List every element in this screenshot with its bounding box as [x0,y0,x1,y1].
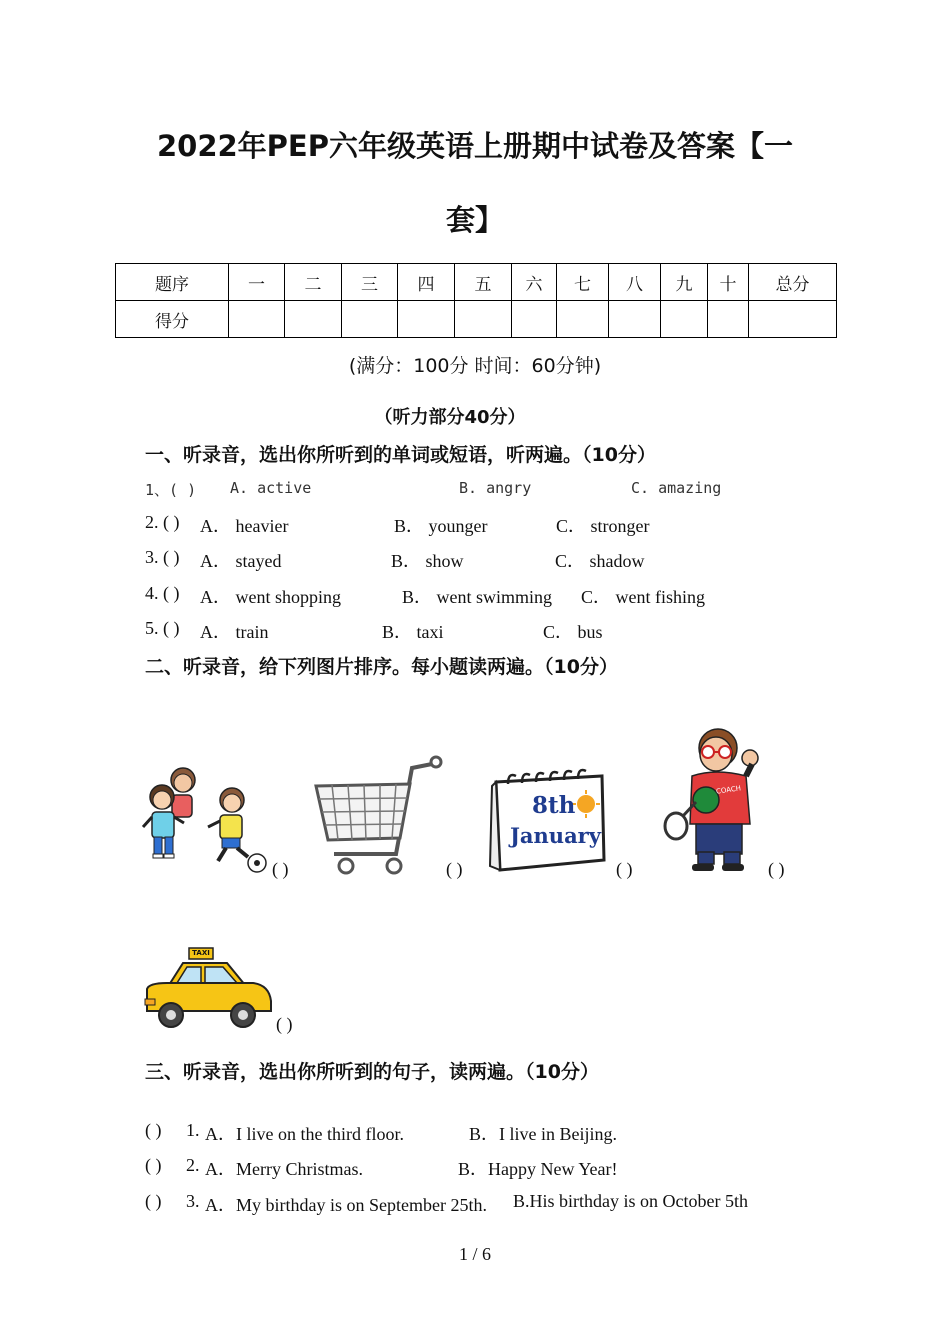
score-input-cell[interactable] [342,301,398,338]
calendar-day: 8th [532,792,576,819]
answer-blank[interactable]: ( ) [145,1191,162,1211]
answer-blank[interactable]: ( ) [272,859,289,879]
taxi-icon [143,945,273,1031]
option-b: B． went swimming [402,587,553,607]
option-a: A． heavier [200,516,289,536]
question-number: 5. ( ) [145,618,180,638]
option-c: C． went fishing [581,587,705,607]
table-cell: 四 [398,264,455,301]
score-input-cell[interactable] [455,301,512,338]
section2-heading: 二、听录音，给下列图片排序。每小题读两遍。（10分） [145,656,618,678]
answer-blank[interactable]: ( ) [145,1120,162,1140]
coach-shirt-text: COACH [715,784,742,796]
option-b: B.His birthday is on October 5th [513,1191,748,1211]
option-a: A．My birthday is on September 25th. [205,1195,487,1215]
coach-with-whistle-icon [662,724,772,874]
score-input-cell[interactable] [661,301,708,338]
answer-blank[interactable]: ( ) [145,1155,162,1175]
table-cell: 八 [609,264,661,301]
section3-heading: 三、听录音，选出你所听到的句子，读两遍。（10分） [145,1061,599,1083]
option-b: B．Happy New Year! [458,1159,618,1179]
answer-blank[interactable]: ( ) [276,1014,293,1034]
option-c: C． stronger [556,516,650,536]
option-b: B． younger [394,516,488,536]
question-number: 1、( ) [145,481,197,499]
page-number: 1 / 6 [458,1244,491,1264]
score-input-cell[interactable] [609,301,661,338]
question-number: 3. [186,1191,200,1211]
question-number: 3. ( ) [145,547,180,567]
option-a: A. active [230,479,312,497]
table-cell: 六 [512,264,557,301]
option-b: B．I live in Beijing. [469,1124,617,1144]
table-cell: 十 [708,264,749,301]
table-cell: 二 [285,264,342,301]
children-playing-football-icon [140,765,270,877]
score-input-cell[interactable] [749,301,837,338]
table-cell: 七 [557,264,609,301]
question-number: 4. ( ) [145,583,180,603]
score-table-header-row [116,264,837,301]
option-c: C. amazing [631,479,722,497]
table-cell: 三 [342,264,398,301]
shopping-cart-icon [312,754,444,876]
page-title-line2: 套】 [445,203,504,237]
score-table [115,263,837,338]
score-input-cell[interactable] [285,301,342,338]
table-cell: 一 [229,264,285,301]
calendar-icon [488,768,610,874]
score-input-cell[interactable] [557,301,609,338]
table-cell: 五 [455,264,512,301]
page-title-line1: 2022年PEP六年级英语上册期中试卷及答案【一 [156,129,794,163]
option-b: B． taxi [382,622,444,642]
table-cell: 总分 [749,264,837,301]
section1-heading: 一、听录音，选出你所听到的单词或短语，听两遍。（10分） [145,444,656,466]
option-c: C． bus [543,622,603,642]
score-input-cell[interactable] [708,301,749,338]
option-a: A． train [200,622,269,642]
taxi-sign-text: TAXI [192,949,210,957]
table-cell: 题序 [116,264,229,301]
option-a: A．Merry Christmas. [205,1159,363,1179]
question-number: 1. [186,1120,200,1140]
answer-blank[interactable]: ( ) [616,859,633,879]
answer-blank[interactable]: ( ) [446,859,463,879]
answer-blank[interactable]: ( ) [768,859,785,879]
score-input-cell[interactable] [398,301,455,338]
option-a: A． stayed [200,551,282,571]
option-a: A． went shopping [200,587,341,607]
option-c: C． shadow [555,551,645,571]
calendar-month: January [510,823,601,848]
question-number: 2. ( ) [145,512,180,532]
listening-header: （听力部分40分） [374,407,526,428]
question-number: 2. [186,1155,200,1175]
exam-meta: (满分：100分 时间：60分钟) [348,355,602,377]
option-a: A．I live on the third floor. [205,1124,404,1144]
table-cell: 得分 [116,301,229,338]
option-b: B． show [391,551,464,571]
score-input-cell[interactable] [229,301,285,338]
score-table-score-row [116,301,837,338]
option-b: B. angry [459,479,532,497]
table-cell: 九 [661,264,708,301]
score-input-cell[interactable] [512,301,557,338]
